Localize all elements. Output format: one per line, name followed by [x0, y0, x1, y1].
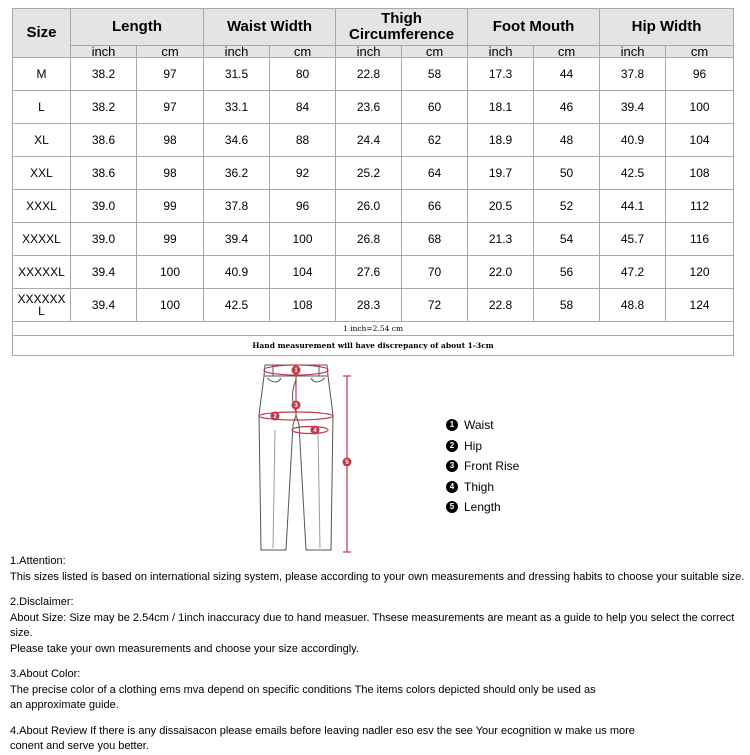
measurement-legend: [446, 415, 519, 518]
measurement-cell: 70: [402, 256, 468, 289]
measurement-cell: 120: [666, 256, 734, 289]
disclaimer-title: 2.Disclaimer:: [10, 596, 74, 608]
legend-number-icon: 1: [446, 419, 458, 431]
measurement-cell: 25.2: [336, 157, 402, 190]
table-row: [13, 91, 734, 124]
unit-label: inch: [204, 46, 270, 58]
measurement-cell: 66: [402, 190, 468, 223]
measurement-cell: 48: [534, 124, 600, 157]
measurement-cell: 26.8: [336, 223, 402, 256]
measurement-cell: 97: [137, 58, 204, 91]
review-text: 4.About Review If there is any dissaisacon please emails before leaving nadler eso esv the see Your ecognition w make us more: [10, 724, 635, 737]
measurement-cell: 58: [534, 289, 600, 322]
measurement-cell: 46: [534, 91, 600, 124]
table-row: [13, 223, 734, 256]
measurement-cell: 54: [534, 223, 600, 256]
legend-number-icon: 4: [446, 481, 458, 493]
header-hip-width: Hip Width: [600, 9, 734, 46]
measurement-cell: 42.5: [600, 157, 666, 190]
measurement-cell: 39.0: [71, 223, 137, 256]
unit-row: [13, 46, 734, 58]
legend-label: Length: [464, 500, 501, 515]
measurement-cell: 39.4: [71, 256, 137, 289]
measurement-cell: 84: [270, 91, 336, 124]
note-row: [13, 336, 734, 356]
table-row: [13, 256, 734, 289]
measurement-cell: 62: [402, 124, 468, 157]
color-text: The precise color of a clothing ems mva depend on specific conditions The items colors depicted should only be used as: [10, 683, 596, 696]
measurement-cell: 22.8: [336, 58, 402, 91]
size-notes: [10, 554, 745, 755]
measurement-cell: 104: [270, 256, 336, 289]
unit-label: cm: [534, 46, 600, 58]
measurement-cell: 39.4: [600, 91, 666, 124]
thigh-measure-line: [292, 427, 328, 434]
measurement-cell: 36.2: [204, 157, 270, 190]
measurement-cell: 68: [402, 223, 468, 256]
measurement-cell: 39.4: [204, 223, 270, 256]
pants-diagram: [255, 360, 365, 560]
measurement-cell: 20.5: [468, 190, 534, 223]
measurement-cell: 108: [666, 157, 734, 190]
size-chart-table: [12, 8, 734, 356]
unit-label: cm: [666, 46, 734, 58]
measurement-cell: 47.2: [600, 256, 666, 289]
legend-item-hip: [446, 436, 519, 457]
marker-4-label: 4: [313, 428, 317, 435]
measurement-cell: 124: [666, 289, 734, 322]
size-cell: XXL: [13, 157, 71, 190]
measurement-cell: 31.5: [204, 58, 270, 91]
header-length: Length: [71, 9, 204, 46]
note-row: [13, 322, 734, 336]
measurement-cell: 96: [270, 190, 336, 223]
size-cell: M: [13, 58, 71, 91]
legend-number-icon: 5: [446, 501, 458, 513]
measurement-cell: 45.7: [600, 223, 666, 256]
measurement-cell: 92: [270, 157, 336, 190]
measurement-cell: 37.8: [204, 190, 270, 223]
measurement-cell: 40.9: [204, 256, 270, 289]
measurement-cell: 26.0: [336, 190, 402, 223]
measurement-cell: 100: [270, 223, 336, 256]
table-body: [13, 58, 734, 322]
unit-label: cm: [137, 46, 204, 58]
header-size: Size: [13, 9, 71, 58]
disclaimer-text: About Size: Size may be 2.54cm / 1inch inaccuracy due to hand measuer. Thsese measurements are meant as a guide to help you select the correct size.: [10, 611, 735, 639]
legend-label: Front Rise: [464, 459, 520, 474]
measurement-cell: 100: [666, 91, 734, 124]
right-leg-outline: [296, 376, 333, 550]
header-row: [13, 9, 734, 46]
measurement-cell: 99: [137, 223, 204, 256]
discrepancy-note: Hand measurement will have discrepancy of about 1-3cm: [13, 336, 734, 356]
measurement-cell: 88: [270, 124, 336, 157]
measurement-cell: 28.3: [336, 289, 402, 322]
header-thigh-line2: Circumference: [349, 26, 455, 43]
size-cell: XXXXXX L: [13, 289, 71, 322]
measurement-cell: 64: [402, 157, 468, 190]
color-text: an approximate guide.: [10, 699, 119, 711]
measurement-cell: 38.6: [71, 124, 137, 157]
measurement-cell: 22.0: [468, 256, 534, 289]
measurement-cell: 96: [666, 58, 734, 91]
legend-item-length: [446, 497, 519, 518]
measurement-cell: 27.6: [336, 256, 402, 289]
unit-label: inch: [468, 46, 534, 58]
measurement-cell: 37.8: [600, 58, 666, 91]
legend-label: Hip: [464, 438, 483, 453]
unit-label: cm: [270, 46, 336, 58]
measurement-cell: 98: [137, 157, 204, 190]
measurement-cell: 24.4: [336, 124, 402, 157]
legend-item-thigh: [446, 477, 519, 498]
measurement-cell: 48.8: [600, 289, 666, 322]
size-cell: XXXXXL: [13, 256, 71, 289]
header-foot-mouth: Foot Mouth: [468, 9, 600, 46]
measurement-cell: 108: [270, 289, 336, 322]
legend-number-icon: 3: [446, 460, 458, 472]
measurement-cell: 50: [534, 157, 600, 190]
legend-item-front-rise: [446, 456, 519, 477]
unit-label: inch: [336, 46, 402, 58]
measurement-cell: 38.2: [71, 58, 137, 91]
attention-title: 1.Attention:: [10, 555, 66, 567]
measurement-cell: 34.6: [204, 124, 270, 157]
measurement-cell: 72: [402, 289, 468, 322]
measurement-cell: 80: [270, 58, 336, 91]
legend-label: Thigh: [464, 479, 495, 494]
table-row: [13, 58, 734, 91]
table-row: [13, 289, 734, 322]
measurement-cell: 17.3: [468, 58, 534, 91]
measurement-cell: 38.6: [71, 157, 137, 190]
measurement-cell: 19.7: [468, 157, 534, 190]
unit-label: inch: [600, 46, 666, 58]
conversion-note: 1 inch=2.54 cm: [13, 322, 734, 336]
size-cell: XXXXL: [13, 223, 71, 256]
marker-3-label: 3: [294, 403, 298, 410]
unit-label: cm: [402, 46, 468, 58]
measurement-cell: 99: [137, 190, 204, 223]
unit-label: inch: [71, 46, 137, 58]
attention-text: This sizes listed is based on international sizing system, please according to your own measurements and dressing habits to choose your suitable size.: [10, 570, 745, 583]
measurement-cell: 22.8: [468, 289, 534, 322]
disclaimer-text: Please take your own measurements and choose your size accordingly.: [10, 642, 359, 655]
measurement-cell: 39.4: [71, 289, 137, 322]
header-waist-width: Waist Width: [204, 9, 336, 46]
measurement-cell: 100: [137, 256, 204, 289]
legend-item-waist: [446, 415, 519, 436]
measurement-cell: 33.1: [204, 91, 270, 124]
measurement-cell: 18.1: [468, 91, 534, 124]
measurement-cell: 100: [137, 289, 204, 322]
measurement-cell: 18.9: [468, 124, 534, 157]
measurement-cell: 60: [402, 91, 468, 124]
table-row: [13, 157, 734, 190]
measurement-cell: 42.5: [204, 289, 270, 322]
measurement-cell: 38.2: [71, 91, 137, 124]
size-cell: XXXL: [13, 190, 71, 223]
measurement-cell: 44: [534, 58, 600, 91]
legend-label: Waist: [464, 418, 494, 433]
marker-1-label: 1: [294, 368, 298, 375]
left-leg-outline: [259, 376, 296, 550]
measurement-cell: 97: [137, 91, 204, 124]
measurement-cell: 98: [137, 124, 204, 157]
measurement-cell: 104: [666, 124, 734, 157]
pants-measurement-illustration: [255, 360, 365, 560]
measurement-cell: 56: [534, 256, 600, 289]
measurement-cell: 116: [666, 223, 734, 256]
color-title: 3.About Color:: [10, 668, 81, 680]
measurement-cell: 40.9: [600, 124, 666, 157]
measurement-cell: 44.1: [600, 190, 666, 223]
measurement-cell: 58: [402, 58, 468, 91]
size-cell: L: [13, 91, 71, 124]
size-cell: XL: [13, 124, 71, 157]
measurement-cell: 39.0: [71, 190, 137, 223]
review-text: conent and serve you better.: [10, 740, 149, 752]
measurement-cell: 52: [534, 190, 600, 223]
legend-number-icon: 2: [446, 440, 458, 452]
marker-5-label: 5: [345, 460, 349, 467]
measurement-cell: 21.3: [468, 223, 534, 256]
header-thigh-circumference: [336, 9, 468, 46]
marker-2-label: 2: [273, 414, 277, 421]
measurement-cell: 112: [666, 190, 734, 223]
table-row: [13, 190, 734, 223]
measurement-cell: 23.6: [336, 91, 402, 124]
header-thigh-line1: Thigh: [381, 10, 422, 27]
table-row: [13, 124, 734, 157]
